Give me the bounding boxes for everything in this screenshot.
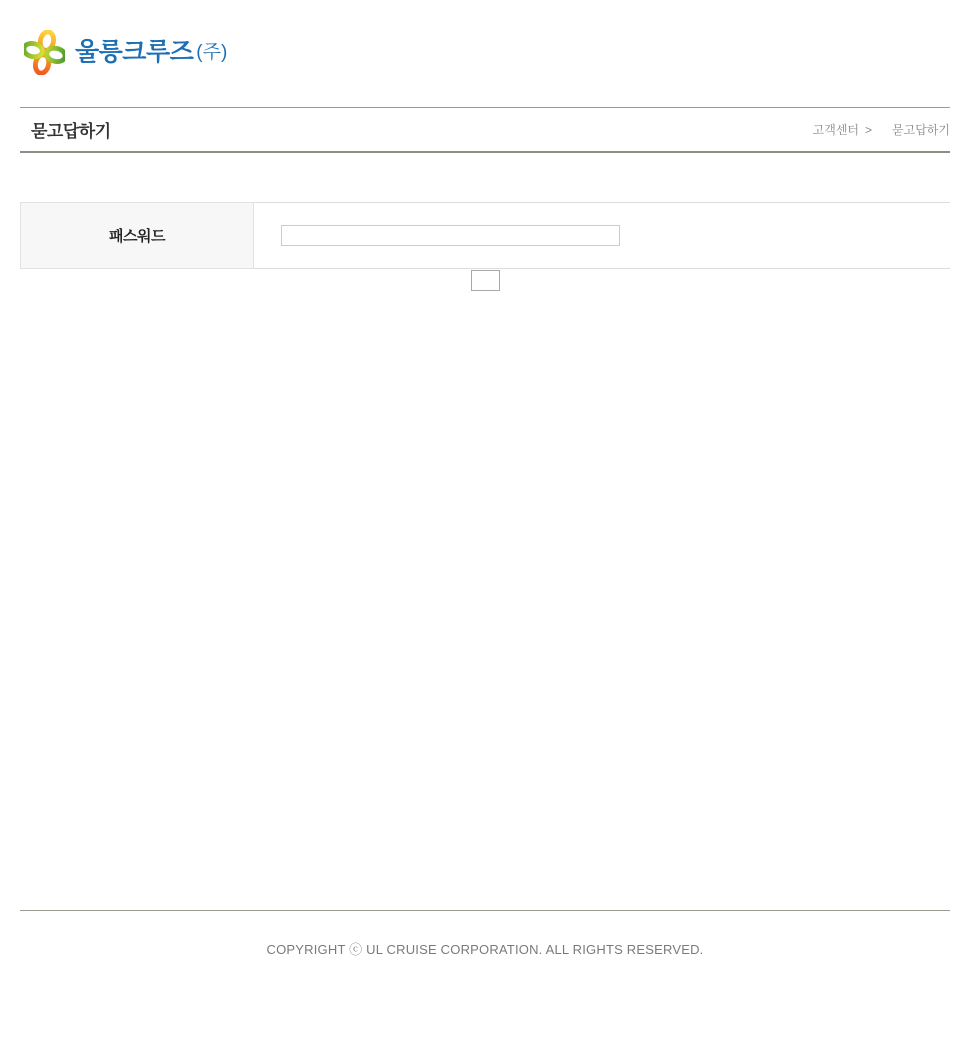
breadcrumb-separator: > [865, 122, 873, 137]
password-row [21, 203, 951, 269]
password-input-cell [254, 203, 951, 269]
title-bar [20, 107, 950, 153]
password-form-table [20, 202, 950, 269]
breadcrumb [813, 121, 950, 138]
logo-flower-icon [24, 30, 65, 75]
breadcrumb-item-qna[interactable]: 묻고답하기 [892, 123, 950, 137]
logo-suffix: (주) [196, 42, 228, 63]
footer [20, 910, 950, 958]
logo-text: 울릉크루즈 [75, 38, 194, 66]
logo[interactable] [24, 30, 227, 75]
password-input[interactable] [281, 225, 620, 246]
password-label: 패스워드 [21, 203, 254, 269]
confirm-button[interactable] [471, 270, 500, 291]
page-title: 묻고답하기 [31, 122, 111, 141]
copyright-text: COPYRIGHT ⓒ UL CRUISE CORPORATION. ALL RIGHTS RESERVED. [266, 942, 704, 957]
breadcrumb-item-customer-center[interactable]: 고객센터 [812, 123, 860, 137]
